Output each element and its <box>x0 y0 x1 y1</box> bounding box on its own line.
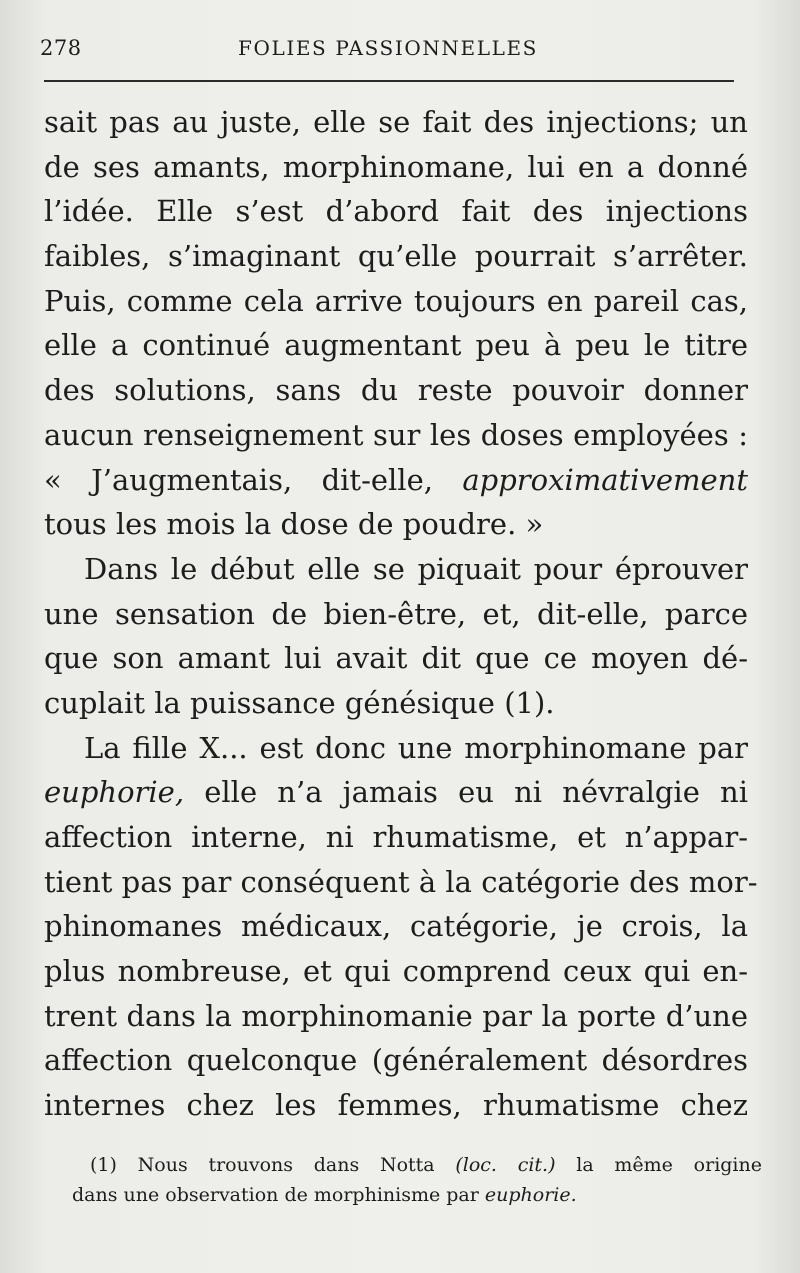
text-line: faibles, s’imaginant qu’elle pourrait s’arrêter. <box>44 239 748 274</box>
text-line: l’idée. Elle s’est d’abord fait des injections <box>44 194 748 229</box>
text-line: aucun renseignement sur les doses employées : <box>44 417 748 452</box>
body-text <box>44 100 758 1128</box>
footnote-text: la même origine <box>576 1154 762 1176</box>
text-line: une sensation de bien-être, et, dit-elle, parce <box>44 596 748 631</box>
paragraph-start-line: La fille X... est donc une morphinomane par <box>84 730 748 765</box>
italic-word: euphorie, <box>44 775 185 810</box>
footnote-italic: euphorie. <box>484 1184 577 1206</box>
italic-word: approximativement <box>462 462 748 497</box>
text-line: que son amant lui avait dit que ce moyen dé- <box>44 641 748 676</box>
footnote-text: (1) Nous trouvons dans Notta <box>90 1154 435 1176</box>
header-rule <box>44 80 734 82</box>
running-head <box>40 36 740 66</box>
text-line: tient pas par conséquent à la catégorie des mor- <box>44 864 758 899</box>
text-line: Puis, comme cela arrive toujours en pareil cas, <box>44 283 748 318</box>
text-line: de ses amants, morphinomane, lui en a donné <box>44 149 748 184</box>
text-line: affection interne, ni rhumatisme, et n’appar- <box>44 820 748 854</box>
text-line: sait pas au juste, elle se fait des injections; un <box>44 105 748 139</box>
page-number: 278 <box>40 36 82 60</box>
running-title: FOLIES PASSIONNELLES <box>238 36 538 60</box>
text-line: tous les mois la dose de poudre. » <box>44 507 544 542</box>
text-line: trent dans la morphinomanie par la porte d’une <box>44 998 748 1033</box>
text-line: des solutions, sans du reste pouvoir donner <box>44 373 748 408</box>
quote-text: « J’augmentais, dit-elle, <box>44 462 433 497</box>
text-line: internes chez les femmes, rhumatisme chez <box>44 1088 748 1123</box>
paragraph-start-line: Dans le début elle se piquait pour éprouver <box>84 551 748 586</box>
text-line: elle a continué augmentant peu à peu le titre <box>44 328 748 363</box>
footnote-line <box>72 1150 762 1180</box>
text-line: plus nombreuse, et qui comprend ceux qui en- <box>44 954 748 989</box>
text-line: affection quelconque (généralement désordres <box>44 1043 748 1078</box>
footnote-citation: (loc. cit.) <box>455 1154 556 1176</box>
text-line: cuplait la puissance génésique (1). <box>44 685 555 720</box>
footnote-text: dans une observation de morphinisme par <box>72 1184 479 1206</box>
text-line <box>44 770 748 815</box>
footnote <box>72 1150 762 1210</box>
footnote-line <box>72 1180 762 1210</box>
line-text: elle n’a jamais eu ni névralgie ni <box>204 775 748 810</box>
text-line: phinomanes médicaux, catégorie, je crois, la <box>44 909 748 944</box>
text-line <box>44 458 748 503</box>
